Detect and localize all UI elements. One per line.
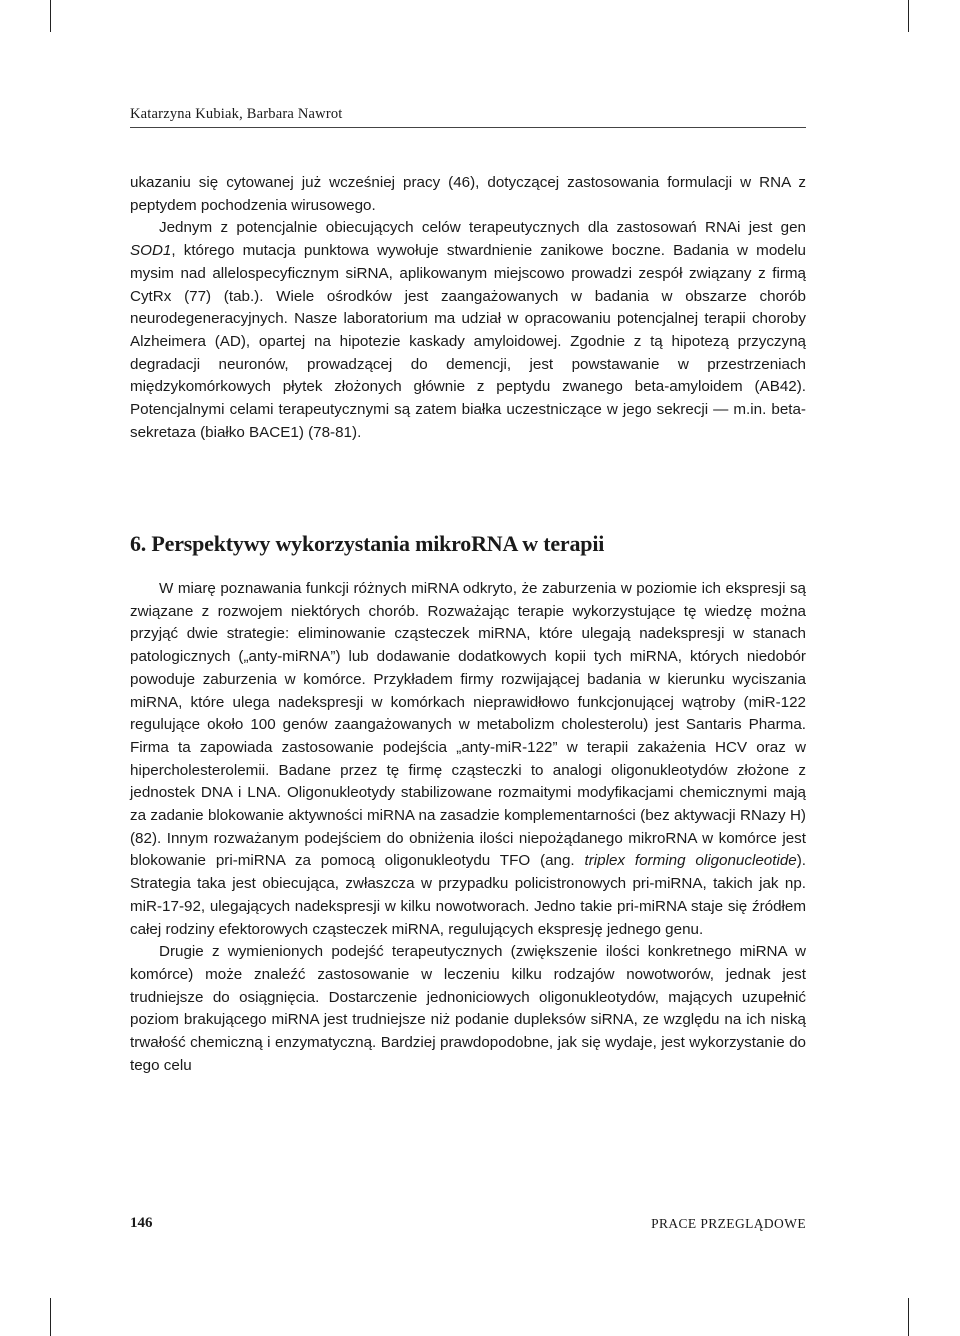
- header-authors: Katarzyna Kubiak, Barbara Nawrot: [130, 106, 343, 122]
- crop-mark-top-right: [908, 0, 909, 32]
- page-number: 146: [130, 1215, 153, 1231]
- paragraph: W miarę poznawania funkcji różnych miRNA odkryto, że zaburzenia w poziomie ich ekspresji są związane z rozwojem niektórych chorób. Rozważając terapie wykorzystujące tę wiedzę można przyjąć dwie strategie: eliminowanie cząsteczek miRNA, które ulegają nadekspresji w stanach patologicznych („anty-miRNA”) lub dodawanie dodatkowych kopii tych miRNA, których niedobór powoduje zaburzenia w komórce. Przykładem firmy rozwijającej badania w kierunku wyciszania miRNA, które ulega nadekspresji w komórkach nieprawidłowo funkcjonującej wątroby (miR-122 regulujące około 100 genów zaangażowanych w metabolizm cholesterolu) jest Santaris Pharma. Firma ta zapowiada zastosowanie podejścia „anty-miR-122” w terapii zakażenia HCV oraz w hipercholesterolemii. Badane przez tę firmę cząsteczki to analogi oligonukleotydów złożone z jednostek DNA i LNA. Oligonukleotydy stabilizowane rozmaitymi modyfikacjami chemicznymi mają za zadanie blokowanie aktywności miRNA na zasadzie komplementarności (bez aktywacji RNazy H) (82). Innym rozważanym podejściem do obniżenia ilości niepożądanego mikroRNA w komórce jest blokowanie pri-miRNA za pomocą oligonukleotydu TFO (ang. triplex forming oligonucleotide). Strategia taka jest obiecująca, zwłaszcza w przypadku policistronowych pri-miRNA, takich jak np. miR-17-92, ulegających nadekspresji w kilku nowotworach. Jedno takie pri-miRNA staje się źródłem całej rodziny efektorowych cząsteczek miRNA, regulujących ekspresję jednego genu.: [130, 580, 806, 938]
- running-header: [130, 106, 806, 128]
- section-2-body: [130, 578, 806, 1077]
- paragraph: Jednym z potencjalnie obiecujących celów terapeutycznych dla zastosowań RNAi jest gen SOD1, którego mutacja punktowa wywołuje stwardnienie zanikowe boczne. Badania w modelu mysim nad allelospecyficznym siRNA, aplikowanym miejscowo prowadzi zespół związany z firmą CytRx (77) (tab.). Wiele ośrodków jest zaangażowanych w badania w obszarze chorób neurodegeneracyjnych. Nasze laboratorium ma udział w opracowaniu potencjalnej terapii choroby Alzheimera (AD), opartej na hipotezie kaskady amyloidowej. Zgodnie z tą hipotezą przyczyną degradacji neuronów, prowadzącej do demencji, jest powstawanie w przestrzeniach międzykomórkowych płytek złożonych głównie z peptydu zwanego beta-amyloidem (AB42). Potencjalnymi celami terapeutycznymi są zatem białka uczestniczące w jego sekrecji — m.in. beta-sekretaza (białko BACE1) (78-81).: [130, 219, 806, 441]
- journal-section-name: PRACE PRZEGLĄDOWE: [651, 1216, 806, 1231]
- crop-mark-top-left: [50, 0, 51, 32]
- crop-mark-bottom-right: [908, 1298, 909, 1336]
- section-1-body: [130, 172, 806, 444]
- section-heading: 6. Perspektywy wykorzystania mikroRNA w terapii: [130, 531, 605, 556]
- paragraph: Drugie z wymienionych podejść terapeutycznych (zwiększenie ilości konkretnego miRNA w komórce) może znaleźć zastosowanie w leczeniu kilku rodzajów nowotworów, jednak jest trudniejsze do osiągnięcia. Dostarczenie jednoniciowych oligonukleotydów, mających uzupełnić poziom brakującego miRNA jest trudniejsze niż podanie dupleksów siRNA, ze względu na ich niską trwałość chemiczną i enzymatyczną. Bardziej prawdopodobne, jak się wydaje, jest wykorzystanie do tego celu: [130, 943, 806, 1074]
- paragraph: ukazaniu się cytowanej już wcześniej pracy (46), dotyczącej zastosowania formulacji w RNA z peptydem pochodzenia wirusowego.: [130, 174, 806, 214]
- crop-mark-bottom-left: [50, 1298, 51, 1336]
- gene-name: SOD1: [130, 242, 172, 260]
- italic-term: triplex forming oligonucleotide: [584, 852, 797, 870]
